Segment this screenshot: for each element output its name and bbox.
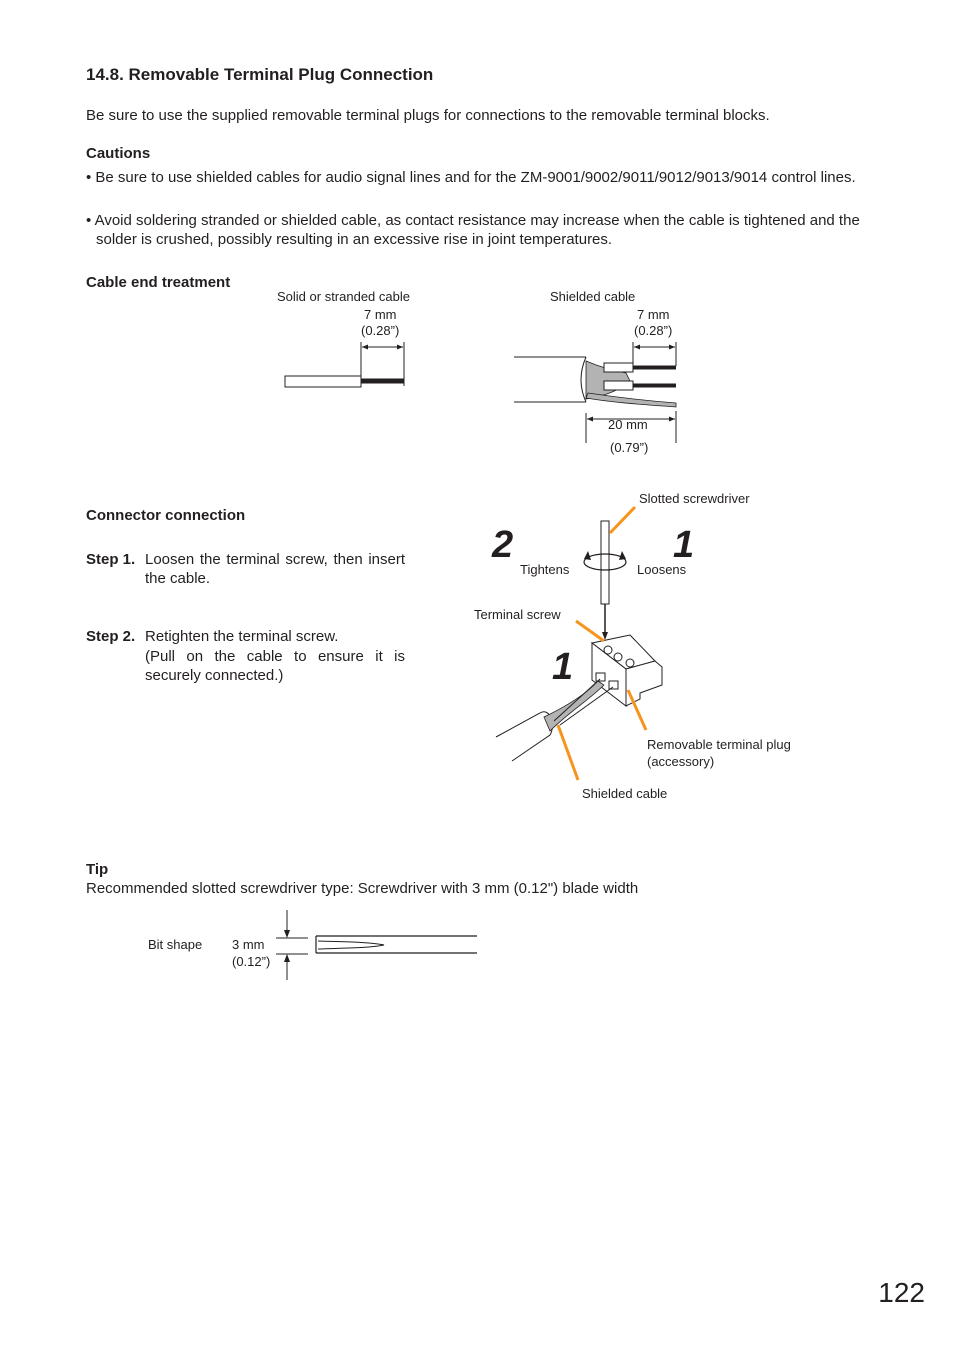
plug-note-label: (accessory) bbox=[647, 754, 715, 769]
step2-text: Retighten the terminal screw. bbox=[145, 628, 339, 645]
bit-mm-label: 3 mm bbox=[232, 937, 265, 952]
step2-note: (Pull on the cable to ensure it is securely connected.) bbox=[145, 648, 405, 684]
section-title: 14.8. Removable Terminal Plug Connection bbox=[86, 65, 434, 84]
shielded-in-label: (0.28”) bbox=[634, 323, 673, 338]
caution-item-2: • Avoid soldering stranded or shielded cable, as contact resistance may increase when the cable is tightened and the solder is crushed, possibly resulting in an excessive rise in joint temperatures. bbox=[86, 212, 860, 248]
step-number-1-bottom: 1 bbox=[552, 646, 574, 688]
step-number-2: 2 bbox=[492, 524, 514, 566]
shield-mm-label: 20 mm bbox=[608, 417, 648, 432]
shielded-cable-drawing bbox=[514, 342, 676, 443]
shield-in-label: (0.79”) bbox=[610, 440, 649, 455]
screwdriver-label: Slotted screwdriver bbox=[639, 491, 750, 506]
connector-cable-drawing bbox=[496, 679, 613, 761]
step2-label: Step 2. bbox=[86, 628, 136, 645]
tip-heading: Tip bbox=[86, 861, 109, 878]
cable-end-diagram bbox=[270, 285, 710, 465]
caution-item-1: • Be sure to use shielded cables for audio signal lines and for the ZM-9001/9002/9011/9012/9013/9014 control lines. bbox=[86, 169, 856, 186]
connector-heading: Connector connection bbox=[86, 507, 246, 524]
shielded-cable-label: Shielded cable bbox=[550, 289, 636, 304]
bit-shape-drawing bbox=[276, 910, 477, 980]
step-number-1-top: 1 bbox=[673, 524, 695, 566]
bit-shape-diagram bbox=[140, 905, 490, 985]
solid-mm-label: 7 mm bbox=[364, 307, 397, 322]
connector-diagram bbox=[470, 485, 830, 810]
shielded-mm-label: 7 mm bbox=[637, 307, 670, 322]
shielded-cable-callout: Shielded cable bbox=[582, 786, 668, 801]
loosens-label: Loosens bbox=[637, 562, 687, 577]
terminal-plug-drawing bbox=[592, 635, 662, 706]
step1-text: Loosen the terminal screw, then insert the cable. bbox=[145, 551, 405, 587]
tightens-label: Tightens bbox=[520, 562, 570, 577]
step1-label: Step 1. bbox=[86, 551, 136, 568]
screwdriver-drawing bbox=[584, 521, 626, 640]
plug-label: Removable terminal plug bbox=[647, 737, 791, 752]
cable-end-heading: Cable end treatment bbox=[86, 274, 231, 291]
solid-cable-label: Solid or stranded cable bbox=[277, 289, 410, 304]
solid-in-label: (0.28”) bbox=[361, 323, 400, 338]
bit-shape-label: Bit shape bbox=[148, 937, 203, 952]
terminal-screw-label: Terminal screw bbox=[474, 607, 561, 622]
page-number: 122 bbox=[878, 1277, 925, 1308]
intro-text: Be sure to use the supplied removable terminal plugs for connections to the removable terminal blocks. bbox=[86, 107, 770, 124]
cautions-heading: Cautions bbox=[86, 145, 151, 162]
tip-text: Recommended slotted screwdriver type: Screwdriver with 3 mm (0.12") blade width bbox=[86, 880, 639, 897]
solid-cable-drawing bbox=[285, 342, 404, 387]
bit-in-label: (0.12”) bbox=[232, 954, 271, 969]
